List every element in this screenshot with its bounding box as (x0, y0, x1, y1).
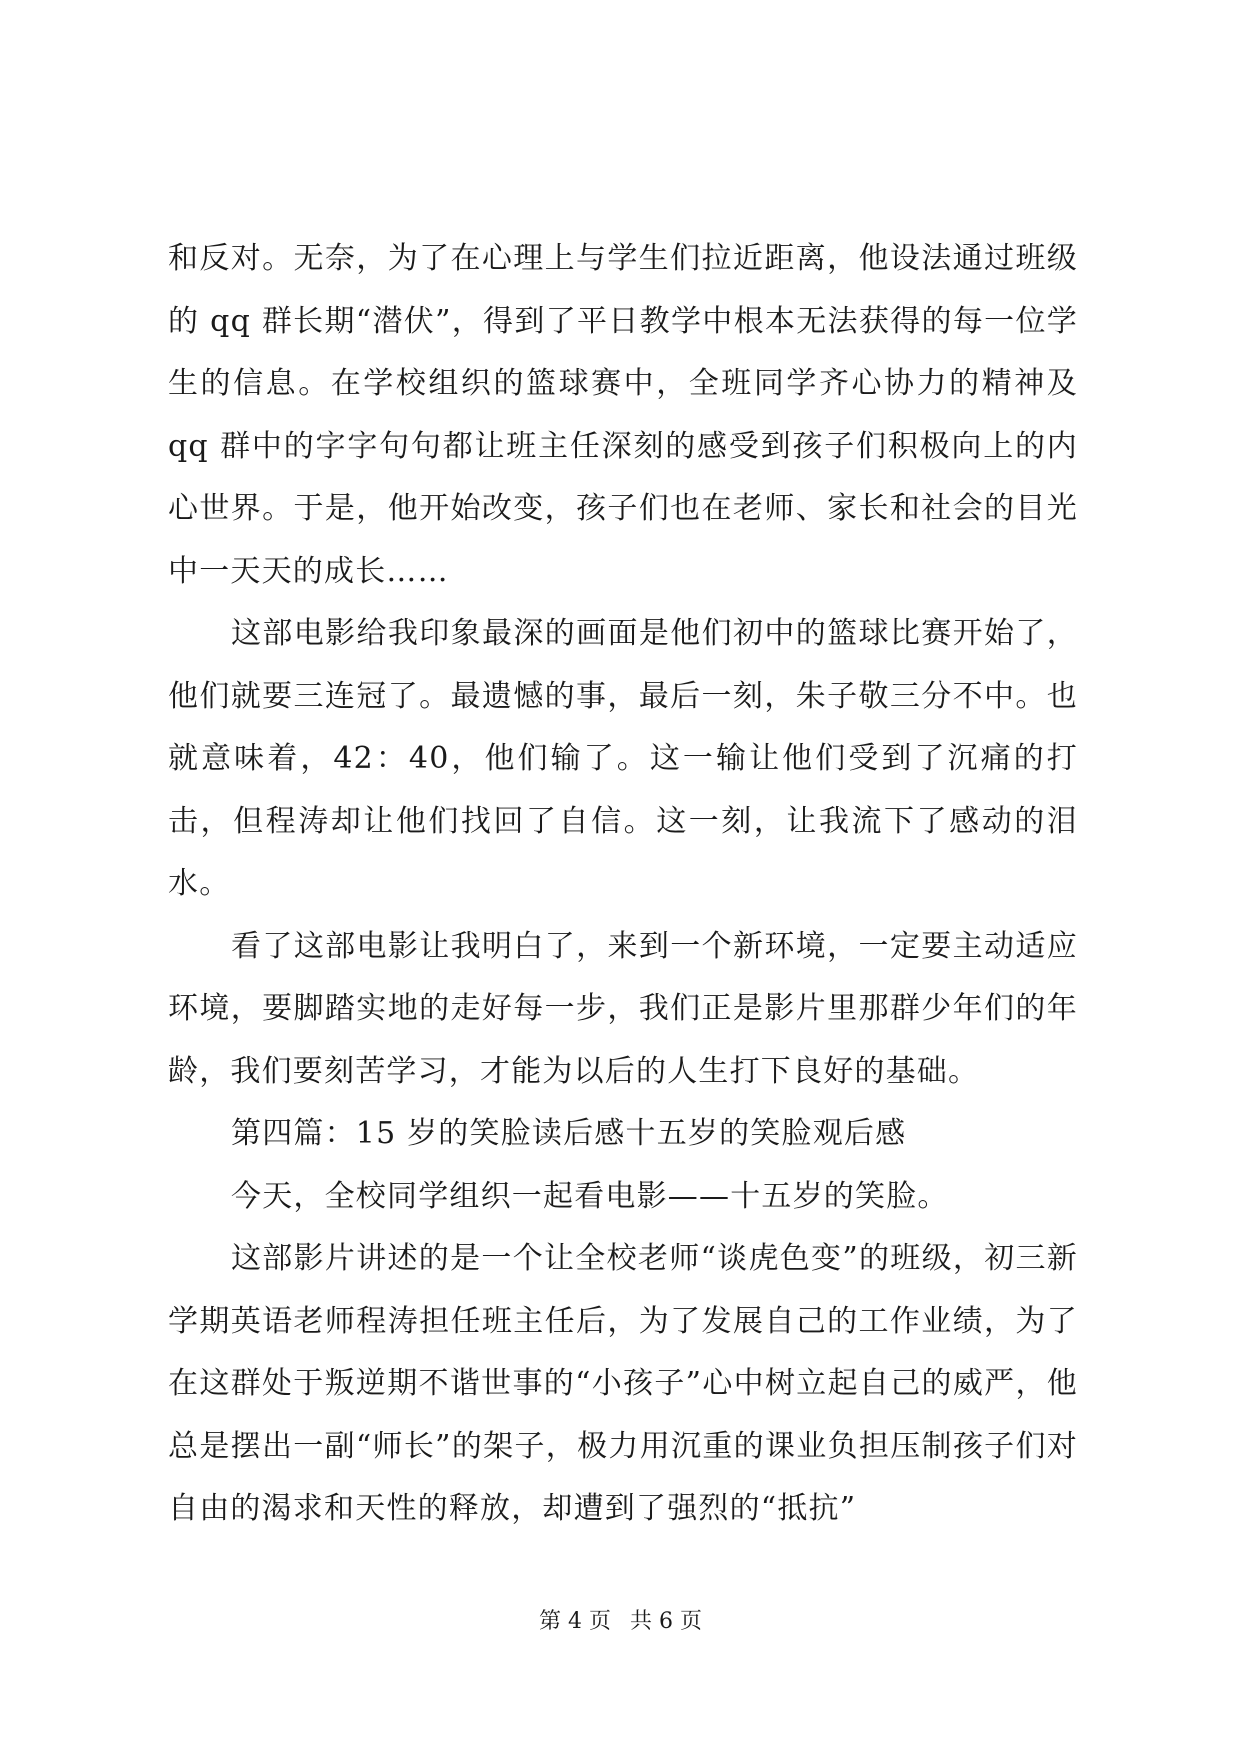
section-heading: 第四篇：15 岁的笑脸读后感十五岁的笑脸观后感 (231, 1116, 907, 1151)
paragraph-reflection: 看了这部电影让我明白了，来到一个新环境，一定要主动适应环境，要脚踏实地的走好每一步，我们正是影片里那群少年们的年龄，我们要刻苦学习，才能为以后的人生打下良好的基础。 (168, 928, 1078, 1089)
document-body (168, 228, 1078, 1541)
page-total: 共 6 页 (630, 1609, 702, 1634)
paragraph-intro: 今天，全校同学组织一起看电影——十五岁的笑脸。 (231, 1178, 949, 1214)
paragraph-continued: 和反对。无奈，为了在心理上与学生们拉近距离，他设法通过班级的 qq 群长期“潜伏”，得到了平日教学中根本无法获得的每一位学生的信息。在学校组织的篮球赛中，全班同学齐心协力的精神及 qq 群中的字字句句都让班主任深刻的感受到孩子们积极向上的内心世界。于是，他开始改变，孩子们也在老师、家长和社会的目光中一天天的成长…… (168, 241, 1078, 589)
page-number: 第 4 页 (539, 1609, 611, 1634)
paragraph-basketball-scene: 这部电影给我印象最深的画面是他们初中的篮球比赛开始了，他们就要三连冠了。最遗憾的事，最后一刻，朱子敬三分不中。也就意味着，42：40，他们输了。这一输让他们受到了沉痛的打击，但程涛却让他们找回了自信。这一刻，让我流下了感动的泪水。 (168, 616, 1078, 901)
page-footer (0, 1604, 1241, 1635)
paragraph-synopsis: 这部影片讲述的是一个让全校老师“谈虎色变”的班级，初三新学期英语老师程涛担任班主任后，为了发展自己的工作业绩，为了在这群处于叛逆期不谐世事的“小孩子”心中树立起自己的威严，他总是摆出一副“师长”的架子，极力用沉重的课业负担压制孩子们对自由的渴求和天性的释放，却遭到了强烈的“抵抗” (168, 1241, 1078, 1526)
